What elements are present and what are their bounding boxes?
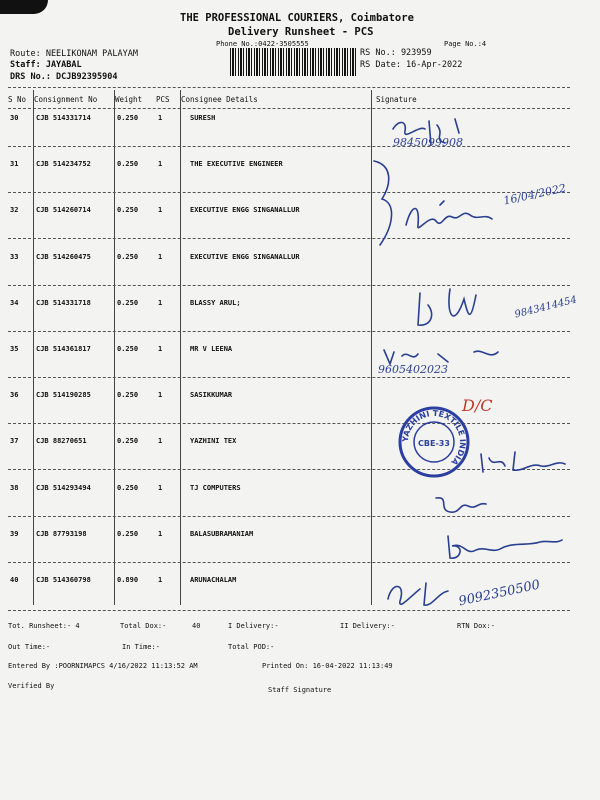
row-pcs: 1 [158,391,163,400]
in-time: In Time:- [122,643,160,651]
row-sno: 39 [10,529,19,538]
page-number: Page No.:4 [444,40,487,48]
row-pcs: 1 [158,206,163,215]
runsheet-title: Delivery Runsheet - PCS [228,26,374,38]
col-consignment: Consignment No [34,95,98,104]
tot-runsheet: Tot. Runsheet:- 4 [8,622,80,630]
row-consignee: EXECUTIVE ENGG SINGANALLUR [190,252,300,261]
row-weight: 0.250 [117,529,139,538]
handwritten-phone-30: 9845099908 [393,136,463,149]
row-consignee: YAZHINI TEX [190,437,237,446]
handwritten-phone-40: 9092350500 [457,577,542,610]
column-line [33,90,34,605]
company-stamp [398,406,470,478]
row-consignment-no: CJB 514260714 [36,206,91,215]
row-consignee: EXECUTIVE ENGG SINGANALLUR [190,206,300,215]
row-weight: 0.250 [117,437,139,446]
row-consignment-no: CJB 514361817 [36,345,91,353]
total-pod: Total POD:- [228,643,275,651]
staff-signature: Staff Signature [268,686,332,694]
row-sno: 37 [10,437,19,446]
row-consignee: THE EXECUTIVE ENGINEER [190,160,283,169]
row-pcs: 1 [158,529,163,538]
row-consignee: ARUNACHALAM [190,576,237,584]
row-pcs: 1 [158,252,163,261]
col-sno: S No [8,95,27,104]
rtn-dox: RTN Dox:- [457,622,495,630]
row-consignment-no: CJB 514331718 [36,298,91,307]
row-consignee: SASIKKUMAR [190,391,233,400]
divider [8,610,570,611]
row-consignee: MR V LEENA [190,345,233,353]
scan-mark [0,0,48,14]
row-sno: 34 [10,298,19,307]
row-sno: 38 [10,483,19,492]
col-pcs: PCS [156,95,170,104]
row-sno: 33 [10,252,19,261]
row-weight: 0.250 [117,391,139,400]
signature-row-34 [410,285,520,340]
row-pcs: 1 [158,576,163,584]
barcode [230,48,358,76]
signature-row-32 [400,195,510,240]
row-sno: 35 [10,345,19,353]
printed-on: Printed On: 16-04-2022 11:13:49 [262,662,393,670]
rs-date: RS Date: 16-Apr-2022 [360,60,463,70]
row-consignee: BLASSY ARUL; [190,298,241,307]
ii-delivery: II Delivery:- [340,622,395,630]
row-pcs: 1 [158,483,163,492]
row-consignment-no: CJB 514293494 [36,483,91,492]
row-consignee: TJ COMPUTERS [190,483,241,492]
column-line [180,90,181,605]
row-sno: 36 [10,391,19,400]
signature-row-39 [440,530,565,562]
divider [8,108,570,109]
row-sno: 32 [10,206,19,215]
row-consignment-no: CJB 514260475 [36,252,91,261]
row-weight: 0.250 [117,206,139,215]
verified-by: Verified By [8,682,55,690]
row-weight: 0.250 [117,345,139,353]
row-weight: 0.250 [117,252,139,261]
row-weight: 0.250 [117,114,139,122]
phone-number: Phone No.:0422-3505555 [216,40,309,48]
col-weight: Weight [115,95,143,104]
row-pcs: 1 [158,298,163,307]
row-consignment-no: CJB 514360798 [36,576,91,584]
handwritten-dc: D/C [462,396,493,415]
stamp-ring-text: YAZHINI TEXTILE INDIA [400,408,468,467]
row-sno: 31 [10,160,19,169]
drs-number: DRS No.: DCJB92395904 [10,72,118,82]
col-consignee: Consignee Details [181,95,258,104]
row-consignment-no: CJB 514331714 [36,114,91,122]
entered-by: Entered By :POORNIMAPCS 4/16/2022 11:13:52 AM [8,662,198,670]
rs-number: RS No.: 923959 [360,48,432,58]
stamp-code: CBE-33 [418,439,450,448]
row-sno: 30 [10,114,19,122]
row-pcs: 1 [158,114,163,122]
row-consignment-no: CJB 88270651 [36,437,87,446]
row-pcs: 1 [158,345,163,353]
row-weight: 0.250 [117,483,139,492]
col-signature: Signature [376,95,417,104]
row-consignment-no: CJB 87793198 [36,529,87,538]
signature-row-40 [380,575,460,615]
row-sno: 40 [10,576,19,584]
row-divider [8,192,570,193]
signature-row-38 [430,492,490,518]
row-divider [8,377,570,378]
handwritten-phone-34: 9843414454 [513,294,579,321]
staff: Staff: JAYABAL [10,60,82,70]
route: Route: NEELIKONAM PALAYAM [10,49,138,59]
total-dox-label: Total Dox:- [120,622,167,630]
row-pcs: 1 [158,160,163,169]
row-consignment-no: CJB 514190285 [36,391,91,400]
column-line [114,90,115,605]
row-consignee: BALASUBRAMANIAM [190,529,254,538]
divider [8,87,570,88]
company-name: THE PROFESSIONAL COURIERS, Coimbatore [180,12,414,24]
signature-row-37 [475,448,570,476]
total-dox-value: 40 [192,622,201,630]
row-consignment-no: CJB 514234752 [36,160,91,169]
row-pcs: 1 [158,437,163,446]
row-weight: 0.890 [117,576,139,584]
row-divider [8,423,570,424]
row-weight: 0.250 [117,160,139,169]
handwritten-phone-35: 9605402023 [378,363,448,376]
row-weight: 0.250 [117,298,139,307]
handwritten-date: 16/04/2022 [502,181,568,208]
out-time: Out Time:- [8,643,51,651]
row-consignee: SURESH [190,114,216,122]
i-delivery: I Delivery:- [228,622,279,630]
